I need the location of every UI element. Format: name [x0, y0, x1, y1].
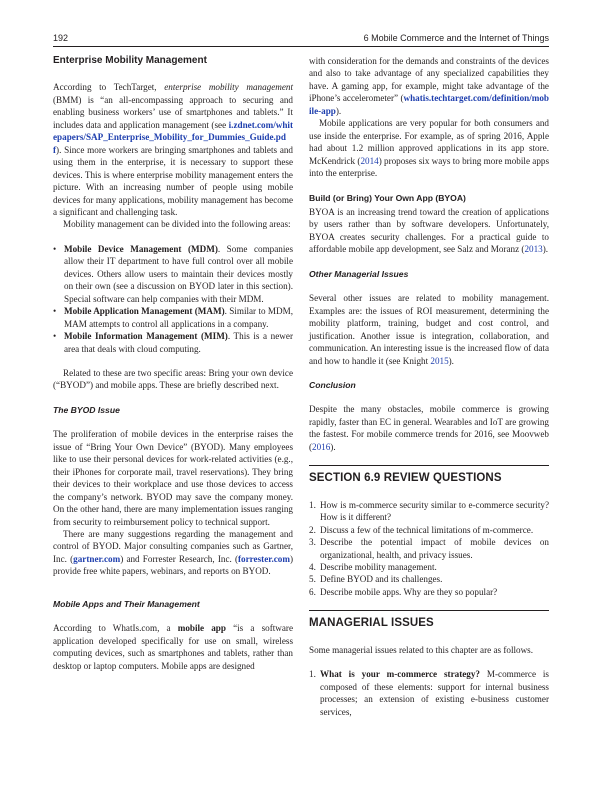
list-item: • Mobile Application Management (MAM). Similar to MDM, MAM attempts to control all applications in a company.: [53, 305, 293, 330]
header-rule: [53, 46, 549, 47]
heading-byod-issue: The BYOD Issue: [53, 404, 120, 415]
whatis-link[interactable]: whatis.techtarget.com/definition/mobile-app: [309, 93, 549, 116]
paragraph-other-issues: Several other issues are related to mobility management. Examples are: the issues of ROI measurement, determining the mobility platform, training, budget and cost control, and justification. Another issue is integration, collaboration, and communication. An interesting issue is the increased flow of data and how to handle it (see Knight 2015).: [309, 293, 549, 366]
list-item: 3. Describe the potential impact of mobile devices on organizational, health, and privacy issues.: [309, 537, 549, 560]
managerial-issues-section: [309, 610, 549, 718]
list-item: 6. Describe mobile apps. Why are they so popular?: [309, 586, 498, 597]
citation-link[interactable]: 2015: [430, 355, 449, 366]
paragraph-managerial-intro: Some managerial issues related to this chapter are as follows.: [309, 644, 533, 655]
paragraph-app-continuation: with consideration for the demands and constraints of the devices and also to take advantage of any specialized capabilities they have. A gaming app, for example, might take advantage of the iPhone’s accelerometer” (whatis.techtarget.com/definition/mobile-app).: [309, 56, 549, 116]
list-item: 5. Define BYOD and its challenges.: [309, 574, 443, 585]
heading-enterprise-mobility: Enterprise Mobility Management: [53, 55, 207, 66]
forrester-link[interactable]: forrester.com: [238, 553, 290, 564]
page-number: 192: [53, 33, 69, 43]
list-item: • Mobile Device Management (MDM). Some companies allow their IT department to have full control over all mobile devices. Others allow users to maintain their devices mostly on their own (see a discussion on BYOD later in this section). Special software can help companies with their MDM.: [53, 243, 293, 305]
review-questions-section: [309, 465, 549, 598]
paragraph-byod: The proliferation of mobile devices in the enterprise raises the issue of “Bring Your Own Device” (BYOD). Many employees like to use their personal devices for work-related activities (e.g., their iPhones for corporate mail, travel reservations). They bring their devices to their workplace and use those devices to access the company’s network. BYOD may save the company money. On the other hand, there are many implementation issues ranging from security to reimbursement policy to technical support.: [53, 429, 293, 527]
list-item: • Mobile Information Management (MIM). This is a newer area that deals with cloud computing.: [53, 330, 293, 355]
citation-link[interactable]: 2014: [360, 155, 379, 166]
heading-mobile-apps: Mobile Apps and Their Management: [53, 598, 200, 609]
review-questions-heading: SECTION 6.9 REVIEW QUESTIONS: [309, 472, 502, 485]
citation-link[interactable]: 2013: [524, 244, 543, 255]
right-column: [309, 55, 549, 718]
list-item: 2. Discuss a few of the technical limitations of m-commerce.: [309, 524, 534, 535]
paragraph-related-areas: Related to these are two specific areas: Bring your own device (“BYOD”) and mobile apps. These are briefly described next.: [53, 367, 293, 391]
paragraph-app-popularity: Mobile applications are very popular for both consumers and use inside the enterprise. For example, as of spring 2016, Apple had about 1.2 million approved applications in its app store. McKendrick (2014) proposes six ways to bring more mobile apps into the enterprise.: [309, 118, 549, 179]
list-item: 1. What is your m-commerce strategy? M-commerce is composed of these elements: support for internal business processes; an extension of existing e-business customer services,: [309, 669, 549, 717]
heading-other-issues: Other Managerial Issues: [309, 268, 409, 279]
heading-byoa: Build (or Bring) Your Own App (BYOA): [309, 192, 466, 203]
citation-link[interactable]: 2016: [312, 441, 331, 452]
managerial-issues-list: [309, 668, 549, 718]
review-questions-list: [309, 499, 549, 599]
paragraph-areas-intro: Mobility management can be divided into the following areas:: [63, 219, 291, 230]
paragraph-conclusion: Despite the many obstacles, mobile commerce is growing rapidly, faster than EC in general. Wearables and IoT are growing the fastest. For mobile commerce trends for 2016, see Moovweb (2016).: [309, 404, 549, 452]
managerial-issues-heading: MANAGERIAL ISSUES: [309, 617, 434, 630]
paragraph-byod-suggestions: There are many suggestions regarding the management and control of BYOD. Major consulting companies such as Gartner, Inc. (gartner.com) and Forrester Research, Inc. (forrester.com) provide free white papers, webinars, and reports on BYOD.: [53, 528, 293, 577]
zdnet-link[interactable]: i.zdnet.com/whitepapers/SAP_Enterprise_Mobility_for_Dummies_Guide.pdf: [53, 119, 293, 155]
list-item: 1. How is m-commerce security similar to e-commerce security? How is it different?: [309, 499, 549, 523]
left-column: [53, 55, 293, 672]
heading-conclusion: Conclusion: [309, 379, 356, 390]
mobility-areas-list: [53, 243, 293, 355]
paragraph-emm-definition: According to TechTarget, enterprise mobility management (BMM) is “an all-encompassing approach to securing and enabling business workers’ use of smartphones and tablets.” It includes data and application management (see i.zdnet.com/whitepapers/SAP_Enterprise_Mobility_for_Dummies_Guide.pdf). Since more workers are bringing smartphones and tablets and using them in the enterprise, it is necessary to support these devices. This is where enterprise mobility management enters the picture. With an increasing number of people using mobile devices for many applications, mobility management has become a significant and challenging task.: [53, 82, 293, 217]
list-item: 4. Describe mobility management.: [309, 561, 437, 572]
gartner-link[interactable]: gartner.com: [73, 553, 121, 564]
running-header: [53, 33, 549, 47]
paragraph-byoa: BYOA is an increasing trend toward the creation of applications by users rather than by software developers. Unfortunately, BYOA creates security challenges. For a practical guide to affordable mobile app development, see Salz and Moranz (2013).: [309, 206, 549, 255]
paragraph-mobile-app-definition: According to WhatIs.com, a mobile app “is a software application developed specifically for use on small, wireless computing devices, such as smartphones and tablets, rather than desktop or laptop computers. Mobile apps are designed: [53, 623, 294, 671]
running-title: 6 Mobile Commerce and the Internet of Things: [363, 33, 549, 43]
